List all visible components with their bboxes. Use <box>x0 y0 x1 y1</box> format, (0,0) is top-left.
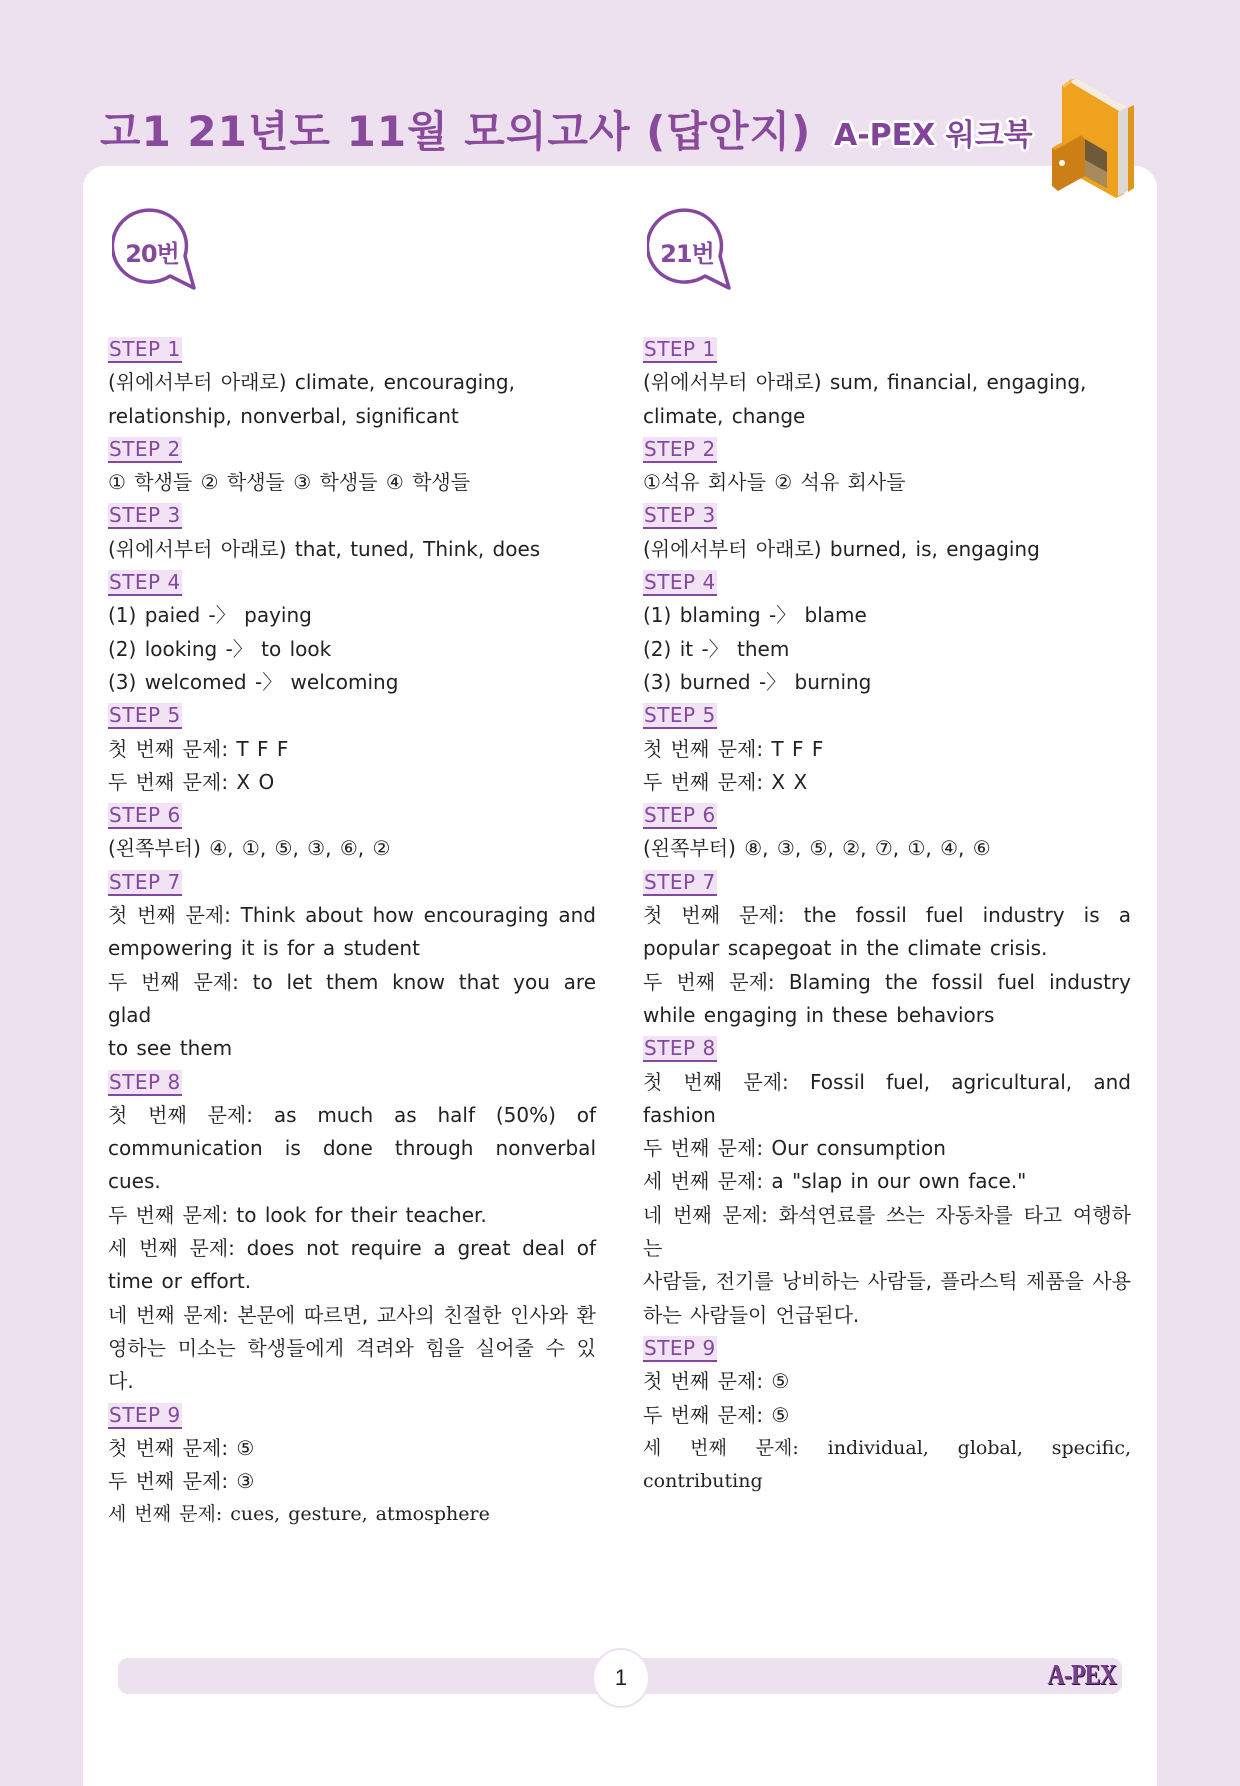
answer-line: 첫 번째 문제: ⑤ <box>643 1369 790 1394</box>
step-section <box>643 799 1131 866</box>
step-section <box>643 699 1131 799</box>
answer-line: 세 번째 문제: does not require a great deal of <box>108 1236 596 1261</box>
answer-line: 두 번째 문제: X O <box>108 769 275 794</box>
step-section <box>108 433 596 500</box>
book-door-icon <box>1052 76 1142 200</box>
answer-line: ①석유 회사들 ② 석유 회사들 <box>643 470 906 495</box>
answer-line: ① 학생들 ② 학생들 ③ 학생들 ④ 학생들 <box>108 470 471 495</box>
answer-line: 첫 번째 문제: T F F <box>643 736 824 761</box>
step-section <box>108 333 596 433</box>
step-label: STEP 4 <box>644 570 716 595</box>
step-label: STEP 9 <box>644 1335 716 1360</box>
answer-line: (2) it -〉 them <box>643 636 790 661</box>
step-label: STEP 1 <box>644 337 716 361</box>
answer-line: (3) welcomed -〉 welcoming <box>108 669 399 694</box>
answer-line: 첫 번째 문제: Fossil fuel, agricultural, and fashion <box>643 1069 1131 1127</box>
answer-line: (위에서부터 아래로) that, tuned, Think, does <box>108 536 541 561</box>
step-label: STEP 7 <box>109 869 181 894</box>
answer-line: 두 번째 문제: Our consumption <box>643 1136 946 1161</box>
answer-line: (위에서부터 아래로) climate, encouraging, <box>108 370 515 395</box>
step-label: STEP 8 <box>109 1069 181 1094</box>
answer-line: relationship, nonverbal, significant <box>108 403 459 428</box>
answer-line: to see them <box>108 1036 233 1061</box>
answer-line: (왼쪽부터) ④, ①, ⑤, ③, ⑥, ② <box>108 836 391 861</box>
answer-line: communication is done through nonverbal cues. <box>108 1136 596 1194</box>
answer-line: 사람들, 전기를 낭비하는 사람들, 플라스틱 제품을 사용 <box>643 1269 1131 1294</box>
answer-column-20 <box>108 333 596 1532</box>
answer-line: empowering it is for a student <box>108 936 420 961</box>
answer-line: 네 번째 문제: 화석연료를 쓰는 자동차를 타고 여행하는 <box>643 1202 1131 1261</box>
answer-line: 하는 사람들이 언급된다. <box>643 1302 860 1327</box>
answer-line: 두 번째 문제: X X <box>643 769 808 794</box>
step-label: STEP 6 <box>109 803 181 828</box>
question-number: 20번 <box>125 240 179 268</box>
step-label: STEP 7 <box>644 869 716 894</box>
step-section <box>643 499 1131 566</box>
answer-line: (1) paied -〉 paying <box>108 603 312 628</box>
answer-line: 두 번째 문제: ③ <box>108 1469 255 1494</box>
answer-line: 영하는 미소는 학생들에게 격려와 힘을 실어줄 수 있다. <box>108 1335 596 1394</box>
step-label: STEP 5 <box>644 703 716 728</box>
answer-line: 두 번째 문제: ⑤ <box>643 1402 790 1427</box>
answer-line: (왼쪽부터) ⑧, ③, ⑤, ②, ⑦, ①, ④, ⑥ <box>643 836 991 861</box>
answer-line: 두 번째 문제: to look for their teacher. <box>108 1202 487 1227</box>
step-section <box>643 433 1131 500</box>
step-section <box>643 333 1131 433</box>
answer-line: 첫 번째 문제: the fossil fuel industry is a <box>643 903 1131 928</box>
footer-logo: A-PEX <box>1047 1660 1116 1691</box>
answer-line: 세 번째 문제: cues, gesture, atmosphere <box>108 1503 490 1526</box>
step-section <box>108 799 596 866</box>
step-section <box>643 566 1131 699</box>
answer-line: (3) burned -〉 burning <box>643 669 872 694</box>
page-title: 고1 21년도 11월 모의고사 (답안지) <box>100 107 812 156</box>
brand-label: A-PEX 워크북 <box>834 118 1033 153</box>
step-section <box>108 699 596 799</box>
answer-line: 네 번째 문제: 본문에 따르면, 교사의 친절한 인사와 환 <box>108 1302 596 1327</box>
answer-line: (위에서부터 아래로) sum, financial, engaging, <box>643 370 1087 395</box>
answer-line: 첫 번째 문제: Think about how encouraging and <box>108 903 596 928</box>
answer-line: (위에서부터 아래로) burned, is, engaging <box>643 536 1040 561</box>
answer-line: 세 번째 문제: a "slap in our own face." <box>643 1169 1027 1194</box>
step-label: STEP 8 <box>644 1036 716 1061</box>
answer-line: 두 번째 문제: to let them know that you are glad <box>108 969 596 1027</box>
answer-line: contributing <box>643 1470 763 1493</box>
answer-line: (2) looking -〉 to look <box>108 636 332 661</box>
answer-line: (1) blaming -〉 blame <box>643 603 867 628</box>
step-section <box>108 1399 596 1532</box>
page-number: 1 <box>592 1648 650 1708</box>
step-section <box>643 1032 1131 1332</box>
step-label: STEP 1 <box>109 337 181 361</box>
step-section <box>643 1332 1131 1498</box>
answer-line: 첫 번째 문제: ⑤ <box>108 1435 255 1460</box>
answer-line: 두 번째 문제: Blaming the fossil fuel industry <box>643 969 1131 994</box>
step-section <box>108 866 596 1066</box>
step-label: STEP 2 <box>109 436 181 461</box>
step-section <box>108 499 596 566</box>
step-label: STEP 9 <box>109 1402 181 1427</box>
question-badge-20 <box>112 208 202 292</box>
step-label: STEP 3 <box>644 503 716 528</box>
answer-line: 첫 번째 문제: T F F <box>108 736 289 761</box>
answer-line: 첫 번째 문제: as much as half (50%) of <box>108 1102 596 1127</box>
question-number: 21번 <box>660 240 714 268</box>
step-label: STEP 2 <box>644 436 716 461</box>
answer-line: popular scapegoat in the climate crisis. <box>643 936 1048 961</box>
answer-line: climate, change <box>643 403 806 428</box>
answer-line: time or effort. <box>108 1269 252 1294</box>
step-section <box>108 566 596 699</box>
step-label: STEP 5 <box>109 703 181 728</box>
step-label: STEP 6 <box>644 803 716 828</box>
answer-line: 세 번째 문제: individual, global, specific, <box>643 1436 1131 1459</box>
step-section <box>108 1066 596 1399</box>
answer-column-21 <box>643 333 1131 1498</box>
step-label: STEP 4 <box>109 570 181 595</box>
step-section <box>643 866 1131 1032</box>
question-badge-21 <box>647 208 737 292</box>
answer-line: while engaging in these behaviors <box>643 1002 995 1027</box>
step-label: STEP 3 <box>109 503 181 528</box>
